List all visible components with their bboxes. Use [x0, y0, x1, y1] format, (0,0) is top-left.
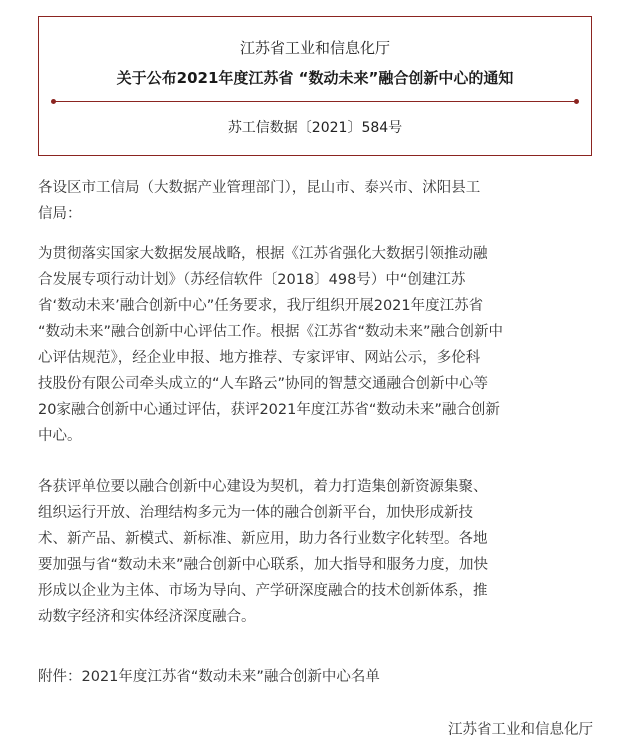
signature-organization: 江苏省工业和信息化厅 — [448, 722, 593, 738]
notice-title: 关于公布2021年度江苏省 “数动未来”融合创新中心的通知 — [116, 69, 514, 87]
paragraph-line: 动数字经济和实体经济深度融合。 — [38, 609, 256, 625]
paragraph-line: 为贯彻落实国家大数据发展战略，根据《江苏省强化大数据引领推动融 — [38, 246, 488, 262]
paragraph-line: 组织运行开放、治理结构多元为一体的融合创新平台，加快形成新技 — [38, 505, 473, 521]
paragraph-line: 合发展专项行动计划》（苏经信软件〔2018〕498号）中“创建江苏 — [38, 272, 466, 288]
attachment-paragraph — [38, 664, 596, 690]
paragraph-line: 心评估规范》，经企业申报、地方推荐、专家评审、网站公示，多伦科 — [38, 350, 481, 366]
header-divider — [53, 101, 577, 102]
document-number: 苏工信数据〔2021〕584号 — [227, 120, 403, 136]
paragraph-line: 20家融合创新中心通过评估，获评2021年度江苏省“数动未来”融合创新 — [38, 402, 500, 418]
issuing-organization: 江苏省工业和信息化厅 — [239, 39, 390, 57]
addressee-line: 信局： — [38, 206, 82, 222]
divider-right-dot — [574, 99, 579, 104]
body-paragraph-2 — [38, 474, 596, 630]
body-paragraph-1 — [38, 241, 596, 449]
divider-left-dot — [51, 99, 56, 104]
attachment-line: 附件：2021年度江苏省“数动未来”融合创新中心名单 — [38, 669, 380, 685]
paragraph-line: “数动未来”融合创新中心评估工作。根据《江苏省“数动未来”融合创新中 — [38, 324, 504, 340]
paragraph-line: 要加强与省“数动未来”融合创新中心联系，加大指导和服务力度，加快 — [38, 557, 489, 573]
paragraph-line: 各获评单位要以融合创新中心建设为契机，着力打造集创新资源集聚、 — [38, 479, 488, 495]
paragraph-line: 省‘数动未来’融合创新中心”任务要求，我厅组织开展2021年度江苏省 — [38, 298, 484, 314]
paragraph-line: 中心。 — [38, 428, 82, 444]
addressee-paragraph — [38, 175, 596, 227]
document-header-box — [38, 16, 592, 156]
paragraph-line: 形成以企业为主体、市场为导向、产学研深度融合的技术创新体系，推 — [38, 583, 488, 599]
paragraph-line: 术、新产品、新模式、新标准、新应用，助力各行业数字化转型。各地 — [38, 531, 488, 547]
paragraph-line: 技股份有限公司牵头成立的“人车路云”协同的智慧交通融合创新中心等 — [38, 376, 489, 392]
addressee-line: 各设区市工信局（大数据产业管理部门），昆山市、泰兴市、沭阳县工 — [38, 180, 481, 196]
